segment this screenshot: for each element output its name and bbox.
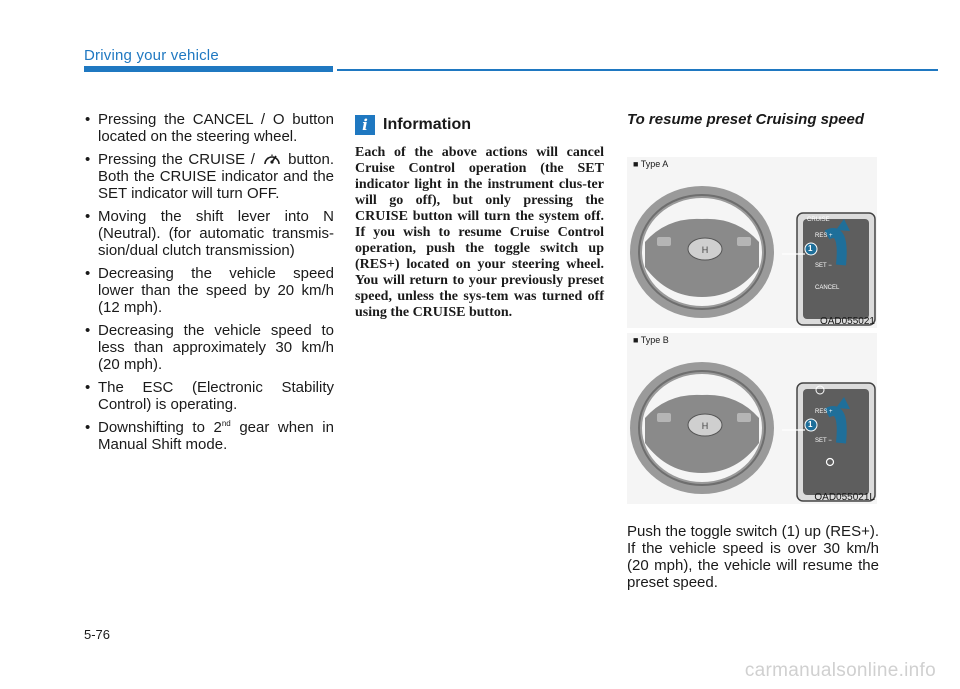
list-item: • Downshifting to 2nd gear when in Manual Shift mode. (85, 419, 334, 453)
page-number: 5-76 (84, 627, 111, 642)
steering-wheel-illustration-b (627, 333, 877, 504)
button-label-cruise: CRUISE (807, 217, 830, 223)
watermark: carmanualsonline.info (744, 660, 936, 681)
cruise-icon (263, 151, 281, 167)
list-item: • Decreasing the vehicle speed lower than the speed by 20 km/h (12 mph). (85, 265, 334, 316)
list-item: • The ESC (Electronic Stability Control) is operating. (85, 379, 334, 413)
information-box (355, 114, 604, 321)
figure-code: OAD055021L (814, 492, 875, 503)
conditions-list (84, 111, 334, 459)
button-label-res: RES + (815, 409, 833, 415)
button-label-cancel: CANCEL (815, 285, 840, 291)
figure-code: OAD055021 (819, 316, 875, 327)
resume-section (627, 111, 879, 128)
button-label-res: RES + (815, 233, 833, 239)
svg-text:H: H (701, 245, 709, 255)
callout-number: 1 (808, 244, 813, 253)
figure-type-label: ■ Type B (633, 335, 669, 345)
list-item: • Pressing the CRUISE / button. Both the CRUISE indicator and the SET indicator will turn OFF. (85, 151, 335, 202)
figure-type-label: ■ Type A (633, 159, 669, 169)
resume-body: Push the toggle switch (1) up (RES+). If the vehicle speed is over 30 km/h (20 mph), the vehicle will resume the preset speed. (627, 523, 879, 591)
header-rule-thick (84, 66, 333, 72)
callout-number: 1 (808, 420, 813, 429)
resume-title: To resume preset Cruising speed (627, 111, 865, 128)
list-item: • Decreasing the vehicle speed to less than approximately 30 km/h (20 mph). (85, 322, 334, 373)
button-label-set: SET − (815, 438, 832, 444)
svg-text:H: H (701, 421, 709, 431)
header-rule-thin (337, 69, 938, 71)
list-item: • Pressing the CANCEL / O button located on the steering wheel. (85, 111, 334, 145)
figure-type-b (627, 333, 877, 504)
steering-wheel-illustration-a (627, 157, 877, 328)
button-label-set: SET − (815, 263, 832, 269)
figure-type-a (627, 157, 877, 328)
section-title: Driving your vehicle (84, 47, 219, 64)
information-title: Information (383, 116, 471, 133)
information-body: Each of the above actions will cancel Cruise Control operation (the SET indicator light in the instrument clus-ter will go off), but only pressing the CRUISE button will turn the system off. If you wish to resume Cruise Control operation, push the toggle switch up (RES+) located on your steering wheel. You will return to your previously preset speed, unless the sys-tem was turned off using the CRUISE button. (355, 145, 604, 320)
list-item: • Moving the shift lever into N (Neutral). (for automatic transmis-sion/dual clutch transmission) (85, 208, 334, 259)
info-icon: i (355, 115, 375, 135)
